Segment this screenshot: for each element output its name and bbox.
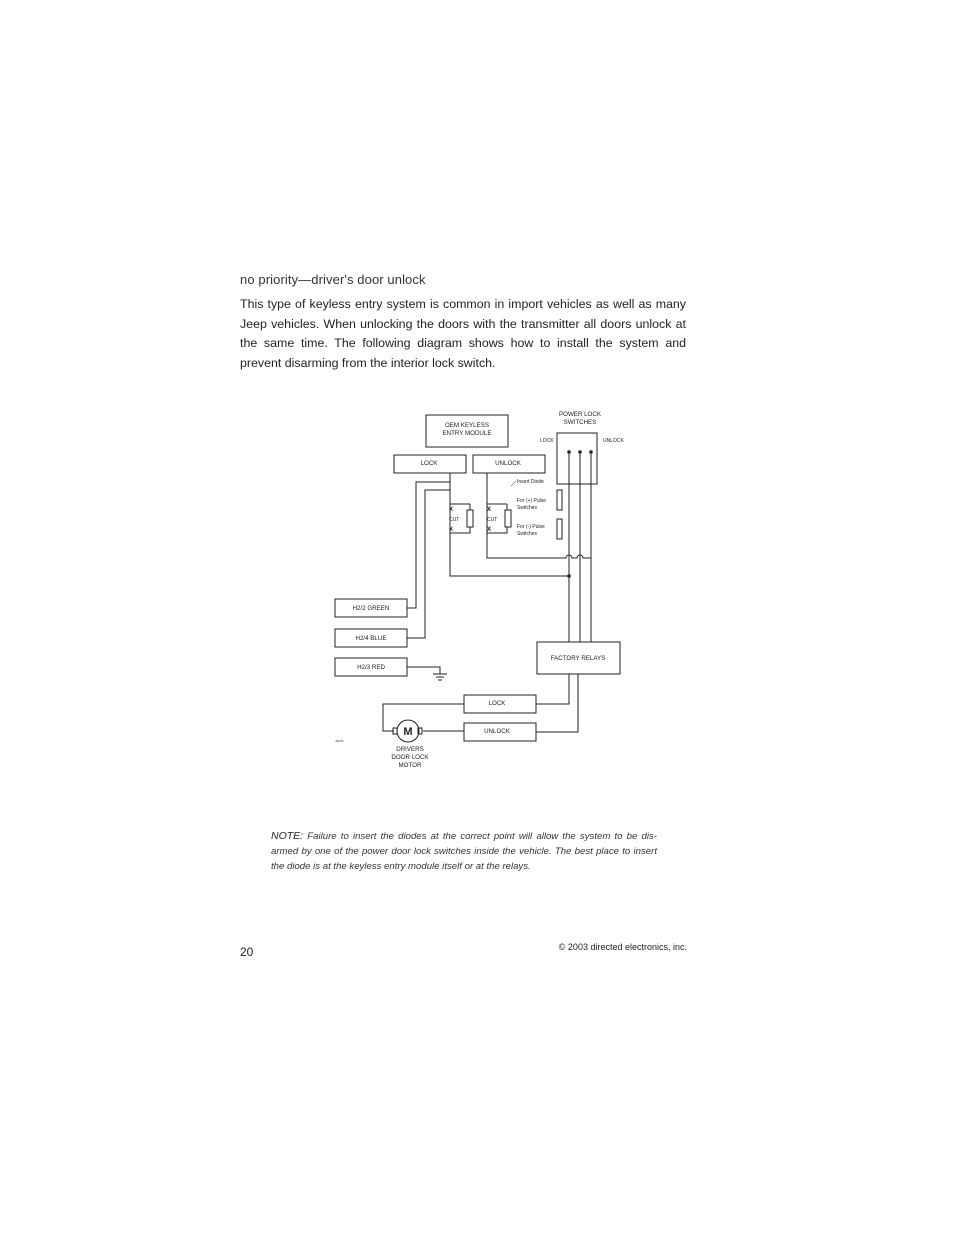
oem-module-label-1: OEM KEYLESS <box>444 422 490 429</box>
power-lock-label-1: POWER LOCK <box>559 411 601 418</box>
copyright: © 2003 directed electronics, inc. <box>558 942 687 952</box>
pos-pulse-diode <box>557 490 562 510</box>
module-unlock-label: UNLOCK <box>495 460 521 467</box>
junction-dot <box>567 450 571 454</box>
section-heading: no priority—driver's door unlock <box>240 272 426 287</box>
switch-unlock-label: UNLOCK <box>603 438 624 444</box>
wire-relay-lock <box>536 674 569 704</box>
relay-unlock-label: UNLOCK <box>484 728 510 735</box>
cut-mark: X <box>449 527 454 533</box>
wire-relay-unlock <box>536 674 578 732</box>
cut-mark: X <box>487 527 492 533</box>
switch-lock-label: LOCK <box>540 438 554 444</box>
wire-lock-to-relay <box>450 533 569 576</box>
motor-label-1: DRIVERS <box>396 746 424 753</box>
note-label: NOTE: <box>271 830 304 842</box>
cut-label-lock: CUT <box>449 517 460 523</box>
cut-label-unlock: CUT <box>487 517 498 523</box>
module-lock-label: LOCK <box>420 460 438 467</box>
neg-pulse-label-2: Switches <box>517 531 538 537</box>
wire-h2-3 <box>407 667 440 674</box>
wire-h2-2 <box>407 482 450 608</box>
motor-label-2: DOOR LOCK <box>391 754 429 761</box>
neg-pulse-diode <box>557 519 562 539</box>
figure-code: JSN-8 <box>335 739 344 743</box>
insert-diode-pointer <box>511 481 516 486</box>
motor-symbol: M <box>403 726 413 738</box>
relay-lock-label: LOCK <box>488 700 506 707</box>
intro-paragraph: This type of keyless entry system is common in import vehicles as well as many Jeep vehicles. When unlocking the doors with the transmitter all doors unlock at the same time. The following diagram shows how to install the system and prevent disarming from the interior lock switch. <box>240 297 686 370</box>
note-text: Failure to insert the diodes at the correct point will allow the system to be dis-armed by one of the power door lock switches inside the vehicle. The best place to insert the diode is at the keyless entry module itself or at the relays. <box>271 831 658 872</box>
pos-pulse-label-1: For (+) Pulse <box>517 498 547 504</box>
pos-pulse-label-2: Switches <box>517 505 538 511</box>
cut-mark: X <box>449 507 454 513</box>
note-paragraph <box>271 829 657 874</box>
oem-module-label-2: ENTRY MODULE <box>442 430 492 437</box>
insert-diode-label: Insert Diode <box>517 479 544 485</box>
h2-4-label: H2/4 BLUE <box>355 635 387 642</box>
diode-unlock <box>505 510 511 527</box>
junction-dot <box>589 450 593 454</box>
h2-2-label: H2/2 GREEN <box>352 605 390 612</box>
diode-lock <box>467 510 473 527</box>
neg-pulse-label-1: For (-) Pulse <box>517 524 545 530</box>
page-number: 20 <box>240 945 254 959</box>
junction-dot <box>578 450 582 454</box>
factory-relays-label: FACTORY RELAYS <box>550 655 606 662</box>
wire-h2-4 <box>407 490 450 638</box>
motor-label-3: MOTOR <box>398 762 422 769</box>
wire-motor-lock <box>383 704 464 731</box>
h2-3-label: H2/3 RED <box>357 664 385 671</box>
wiring-diagram <box>300 400 660 780</box>
cut-mark: X <box>487 507 492 513</box>
power-lock-label-2: SWITCHES <box>563 419 597 426</box>
wire-unlock-to-switch <box>487 452 591 558</box>
junction-dot <box>567 574 571 578</box>
